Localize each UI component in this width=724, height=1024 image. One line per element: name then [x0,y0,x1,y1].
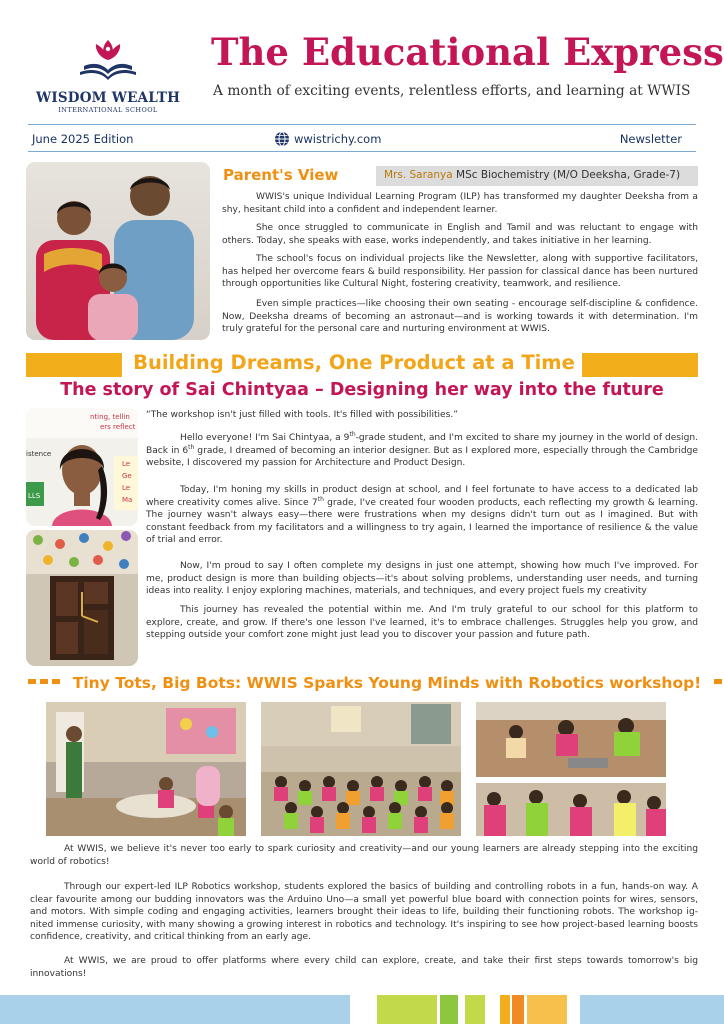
robotics-paragraph [30,881,698,944]
robotics-heading-text: Tiny Tots, Big Bots: WWIS Sparks Young Minds with Robotics workshop! [72,674,702,692]
paragraph-text: Even simple practices—like choosing their own seating - encourage self-discipline & confidence. Now, Deeksha dreams of becoming an astronaut—and is working towards it with determination. I'm truly grateful for the personal care and nurturing environment at WWIS. [222,299,698,335]
newsletter-label: Newsletter [619,132,682,146]
student-portrait-photo [26,408,138,526]
parents-view-paragraph [222,191,698,216]
parents-view-paragraph [222,222,698,247]
paragraph-text: The school's focus on individual projects like the Newsletter, along with supportive facilitators, has helped her overcome fears & build responsibility. Her passion for classical dance has been nurtured through opportunities like Cultural Night, fostering creativity, teamwork, and resilience. [222,254,698,290]
building-dreams-heading: Building Dreams, One Product at a Time [133,351,575,374]
story-paragraph [146,484,698,547]
parents-view-paragraph [222,253,698,291]
parents-view-author [376,166,698,186]
robotics-group-photo [476,783,666,836]
robotics-paragraph [30,955,698,980]
paragraph-text: grade, I've created four wooden products, each reflecting my growth & learning. The journey wasn't always easy—there were frustrations when my designs didn't turn out as I imagined. But with constant feedback from my facilitators and a willingness to try again, I learned the importance of resilience & the value of trial and error. [146,497,698,546]
photo-sign-text: Ge [122,472,132,480]
globe-icon [274,131,290,147]
paragraph-text: She once struggled to communicate in English and Tamil and was reluctant to engage with others. Today, she speaks with ease, works independently, and takes initiative in her learning. [222,223,698,246]
school-logo [28,36,188,118]
photo-sign-text: ers reflect [100,423,136,431]
footer-strip-lime [377,995,437,1024]
newsletter-title: The Educational Express [211,30,724,74]
paragraph-text: Through our expert-led ILP Robotics workshop, students explored the basics of building and controlling robots in a fun, hands-on way. A clear favourite among our budding innovators was the Arduino Uno—a small yet powerful blue board with connection points for wires, sensors, and motors. With simple coding and engaging activities, learners brought their ideas to life, building their functioning robots. The workshop ig-nited immense curiosity, with many showing a growing interest in robotics and technology. It's inspiring to see how project-based learning boosts confidence, creativity, and critical thinking from an early age. [30,882,698,943]
footer-strip-yellow-2 [527,995,567,1024]
robotics-classroom-photo [46,702,246,836]
dash-ornament [28,679,36,684]
paragraph-text: At WWIS, we are proud to offer platforms where every child can explore, create, and take their first steps towards tomorrow's big innovations! [30,956,698,979]
footer-strip-blue [0,995,350,1024]
edition-label: June 2025 Edition [32,132,134,146]
wooden-clock-product-photo [26,530,138,666]
author-name: Mrs. Saranya [384,169,453,181]
robotics-heading [26,674,702,692]
paragraph-text: -grade student, and I'm excited to share my journey in the world of design. Back in 6 [146,433,698,456]
lotus-book-logo-icon [76,36,140,88]
footer-strip-lime-2 [465,995,485,1024]
dash-ornament [40,679,48,684]
paragraph-text: Hello everyone! I'm Sai Chintyaa, a 9 [180,433,350,443]
website-link[interactable] [294,132,381,146]
student-quote: “The workshop isn't just filled with tools. It's filled with possibilities.” [146,410,458,420]
paragraph-text: Now, I'm proud to say I often complete my designs in just one attempt, showing how much I've improved. For me, product design is more than building objects—it's about solving problems, understanding user needs, and turning ideas into reality. I enjoy exploring machines, materials, and techniques, and every project fuels my creativity [146,561,698,597]
photo-sign-text: Ma [122,496,133,504]
ordinal-suffix: th [188,443,195,451]
footer-strip-orange [512,995,524,1024]
photo-sign-text: istence [26,450,52,458]
paragraph-text: Today, I'm honing my skills in product design at school, and I feel fortunate to have access to a dedicated lab where creativity comes alive. Since 7 [146,485,698,508]
parents-view-heading: Parent's View [223,166,339,184]
dash-ornament [52,679,60,684]
story-paragraph [146,560,698,598]
newsletter-tagline: A month of exciting events, relentless efforts, and learning at WWIS [213,83,691,99]
paragraph-text: grade, I dreamed of becoming an interior designer. But as I explored more, especially through the Cambridge website, I discovered my passion for Architecture and Product Design. [146,445,698,469]
paragraph-text: This journey has revealed the potential within me. And I'm truly grateful to our school for this platform to explore, create, and grow. If there's one lesson I've learned, it's to embrace challenges. Struggles help you grow, and stepping outside your comfort zone might just lead you to discover your passion and future path. [146,605,698,641]
school-name: WISDOM WEALTH [35,90,181,106]
ordinal-suffix: th [317,495,324,503]
school-subtitle: INTERNATIONAL SCHOOL [58,106,158,114]
parents-view-paragraph [222,298,698,336]
parent-family-photo [26,162,210,340]
ordinal-suffix: th [349,430,356,438]
story-paragraph [146,432,698,470]
footer-strip-blue-2 [580,995,724,1024]
building-dreams-subheading: The story of Sai Chintyaa – Designing her way into the future [60,380,664,400]
dash-ornament [714,679,722,684]
robotics-paragraph [30,843,698,868]
heading-accent-bar-left [26,353,122,377]
robotics-assembly-photo [261,702,461,836]
photo-sign-text: Le [122,460,131,468]
footer-strip-yellow [500,995,510,1024]
author-qualification: MSc Biochemistry (M/O Deeksha, Grade-7) [452,169,681,181]
footer-strip-green [440,995,458,1024]
photo-sign-text: Le [122,484,131,492]
website-text: wwistrichy.com [294,132,382,146]
photo-sign-text: LLS [28,492,41,500]
paragraph-text: WWIS's unique Individual Learning Program (ILP) has transformed my daughter Deeksha from a shy, hesitant child into a confident and independent learner. [222,192,698,215]
photo-sign-text: nting, tellin [90,413,130,421]
heading-accent-bar-right [582,353,698,377]
edition-bar [28,124,696,152]
story-paragraph [146,604,698,642]
paragraph-text: At WWIS, we believe it's never too early to spark curiosity and creativity—and our young learners are already stepping into the exciting world of robotics! [30,844,698,867]
robotics-floor-activity-photo [476,702,666,777]
